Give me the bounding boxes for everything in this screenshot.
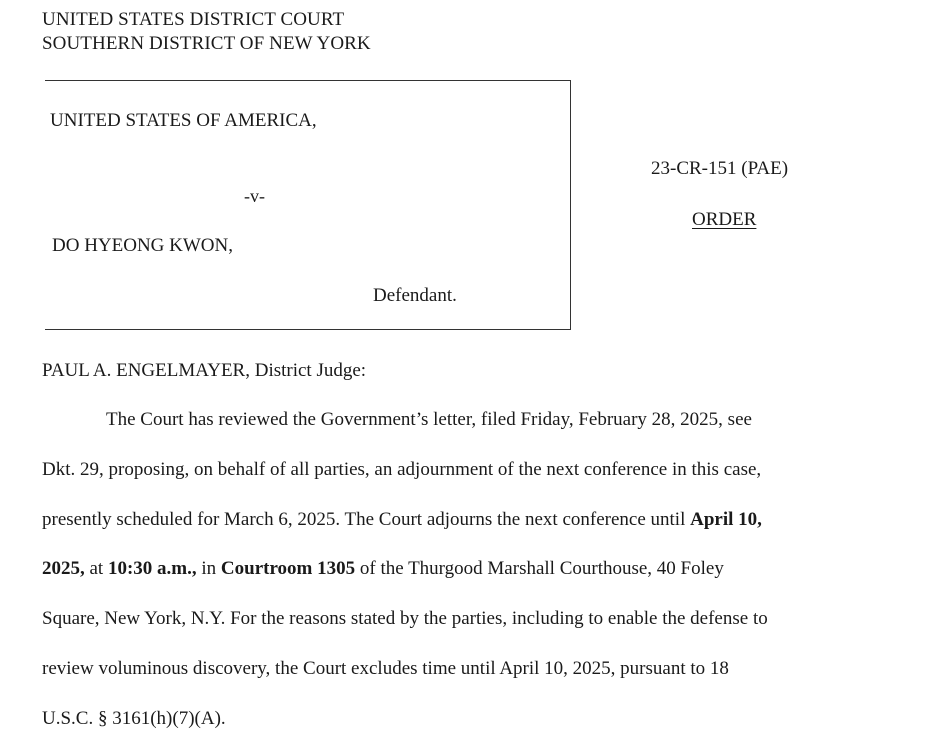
body-line-7: U.S.C. § 3161(h)(7)(A).	[42, 708, 226, 729]
versus: -v-	[244, 186, 265, 206]
body-line-4	[42, 558, 724, 580]
conference-date: April 10,	[690, 509, 762, 530]
plaintiff: UNITED STATES OF AMERICA,	[50, 110, 317, 131]
body-line-6: review voluminous discovery, the Court excludes time until April 10, 2025, pursuant to 18	[42, 658, 729, 679]
body-line-2: Dkt. 29, proposing, on behalf of all parties, an adjournment of the next conference in this case,	[42, 459, 762, 480]
court-district: SOUTHERN DISTRICT OF NEW YORK	[42, 33, 371, 54]
body-line-4-at: at	[84, 558, 108, 579]
courtroom: Courtroom 1305	[220, 558, 356, 579]
judge-line: PAUL A. ENGELMAYER, District Judge:	[42, 360, 367, 381]
order-title: ORDER	[692, 209, 757, 230]
body-line-3	[42, 509, 762, 531]
body-line-4-text: of the Thurgood Marshall Courthouse, 40 Foley	[355, 558, 724, 579]
body-line-3-text: presently scheduled for March 6, 2025. The Court adjourns the next conference until	[42, 509, 691, 530]
body-line-4-in: in	[196, 558, 221, 579]
conference-year: 2025,	[42, 558, 85, 579]
conference-time: 10:30 a.m.,	[107, 558, 197, 579]
court-name: UNITED STATES DISTRICT COURT	[42, 9, 345, 30]
defendant-name: DO HYEONG KWON,	[52, 235, 234, 256]
defendant-label: Defendant.	[373, 285, 457, 306]
case-number: 23-CR-151 (PAE)	[651, 158, 789, 179]
body-line-1: The Court has reviewed the Government’s letter, filed Friday, February 28, 2025, see	[106, 409, 752, 430]
body-line-5: Square, New York, N.Y. For the reasons stated by the parties, including to enable the defense to	[42, 608, 768, 629]
